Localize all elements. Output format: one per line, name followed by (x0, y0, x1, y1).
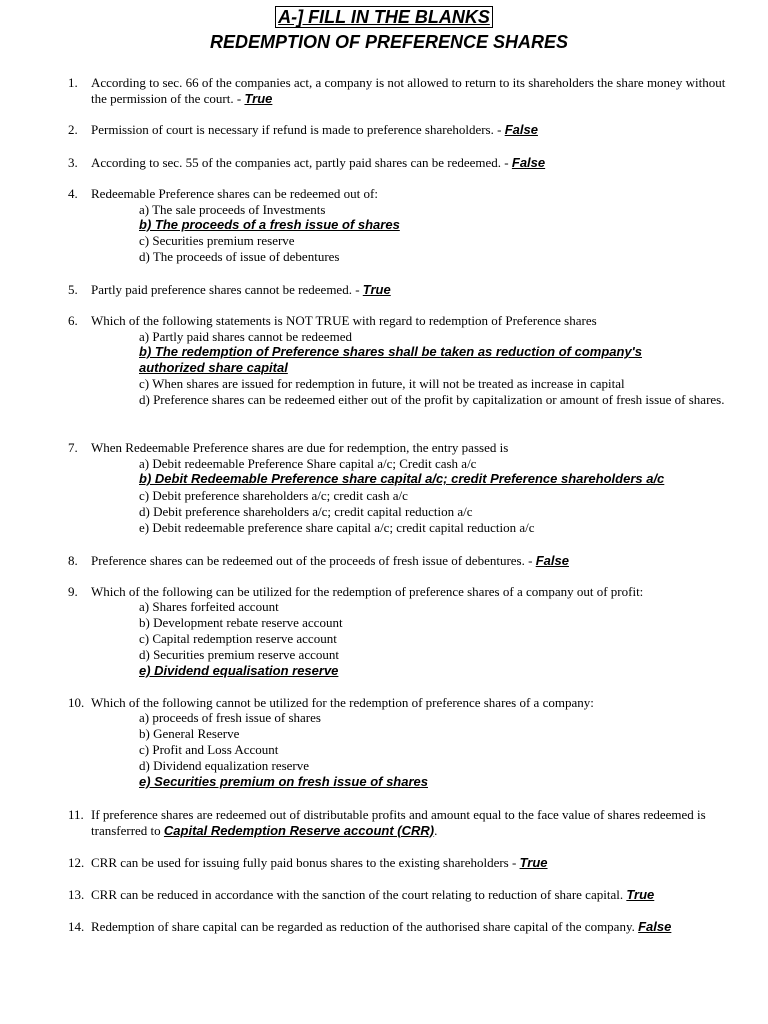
answer: False (535, 553, 569, 568)
answer: True (362, 282, 391, 297)
question-text (91, 887, 741, 903)
question-body: According to sec. 55 of the companies act, partly paid shares can be redeemed. - (91, 155, 512, 170)
option: d) Debit preference shareholders a/c; credit capital reduction a/c (139, 504, 473, 519)
option: c) When shares are issued for redemption in future, it will not be treated as increase in capital (139, 376, 625, 391)
option-correct: b) The redemption of Preference shares shall be taken as reduction of company's authorized share capital (139, 344, 643, 375)
question-body: Permission of court is necessary if refund is made to preference shareholders. - (91, 122, 505, 137)
question-number: 3. (68, 155, 78, 170)
option: a) The sale proceeds of Investments (139, 202, 326, 217)
answer: True (626, 887, 655, 902)
question-number: 14. (68, 919, 85, 934)
option: c) Capital redemption reserve account (139, 631, 337, 646)
option: c) Debit preference shareholders a/c; credit cash a/c (139, 488, 408, 503)
option: b) Development rebate reserve account (139, 615, 343, 630)
question-body: CRR can be reduced in accordance with the sanction of the court relating to reduction of share capital. (91, 887, 627, 902)
question-number: 1. (68, 75, 78, 90)
answer: False (638, 919, 672, 934)
option: c) Securities premium reserve (139, 233, 295, 248)
question-text (91, 122, 741, 138)
question-text (91, 855, 741, 871)
question-body: Redemption of share capital can be regarded as reduction of the authorised share capital of the company. (91, 919, 639, 934)
question-body: CRR can be used for issuing fully paid bonus shares to the existing shareholders - (91, 855, 520, 870)
question-text (91, 919, 768, 935)
question-number: 13. (68, 887, 85, 902)
question-text (91, 75, 741, 106)
section-heading (0, 6, 768, 28)
question-text (91, 807, 741, 838)
question-number: 2. (68, 122, 78, 137)
option: b) General Reserve (139, 726, 240, 741)
option: a) Partly paid shares cannot be redeemed (139, 329, 352, 344)
question-number: 9. (68, 584, 78, 599)
question-text: Redeemable Preference shares can be redeemed out of: (91, 186, 378, 201)
option: a) proceeds of fresh issue of shares (139, 710, 321, 725)
question-number: 4. (68, 186, 78, 201)
question-body: Partly paid preference shares cannot be redeemed. - (91, 282, 363, 297)
question-number: 5. (68, 282, 78, 297)
option: a) Shares forfeited account (139, 599, 279, 614)
question-text (91, 282, 741, 298)
question-text (91, 155, 741, 171)
option: d) Dividend equalization reserve (139, 758, 310, 773)
page-title: REDEMPTION OF PREFERENCE SHARES (209, 32, 569, 52)
question-text: Which of the following cannot be utilized for the redemption of preference shares of a company: (91, 695, 594, 710)
question-number: 11. (68, 807, 84, 822)
question-body: Preference shares can be redeemed out of the proceeds of fresh issue of debentures. - (91, 553, 536, 568)
option-correct: e) Securities premium on fresh issue of shares (139, 774, 428, 789)
answer: Capital Redemption Reserve account (CRR) (163, 822, 435, 838)
option-correct: b) The proceeds of a fresh issue of shares (139, 217, 400, 232)
question-body: If preference shares are redeemed out of distributable profits and amount equal to the face value of shares redeemed is transferred to (91, 807, 706, 838)
question-text: When Redeemable Preference shares are due for redemption, the entry passed is (91, 440, 509, 455)
option: e) Debit redeemable preference share capital a/c; credit capital reduction a/c (139, 520, 535, 535)
option-correct: e) Dividend equalisation reserve (139, 663, 339, 678)
question-tail: . (434, 822, 438, 838)
section-label: A-] FILL IN THE BLANKS (278, 7, 490, 27)
question-text (91, 553, 741, 569)
question-text: Which of the following statements is NOT TRUE with regard to redemption of Preference shares (91, 313, 597, 328)
question-text: Which of the following can be utilized for the redemption of preference shares of a company out of profit: (91, 584, 644, 599)
option: c) Profit and Loss Account (139, 742, 279, 757)
option: d) The proceeds of issue of debentures (139, 249, 340, 264)
question-number: 10. (68, 695, 85, 710)
option: d) Securities premium reserve account (139, 647, 339, 662)
question-number: 7. (68, 440, 78, 455)
option: a) Debit redeemable Preference Share capital a/c; Credit cash a/c (139, 456, 477, 471)
question-number: 8. (68, 553, 78, 568)
question-number: 12. (68, 855, 85, 870)
option: d) Preference shares can be redeemed either out of the profit by capitalization or amount of fresh issue of shares. (139, 392, 725, 407)
question-body: According to sec. 66 of the companies act, a company is not allowed to return to its shareholders the share money without the permission of the court. - (91, 75, 726, 106)
answer: False (511, 155, 546, 170)
option-correct: b) Debit Redeemable Preference share capital a/c; credit Preference shareholders a/c (139, 471, 665, 486)
question-number: 6. (68, 313, 78, 328)
answer: True (519, 855, 548, 870)
answer: False (504, 122, 538, 137)
answer: True (244, 90, 273, 106)
